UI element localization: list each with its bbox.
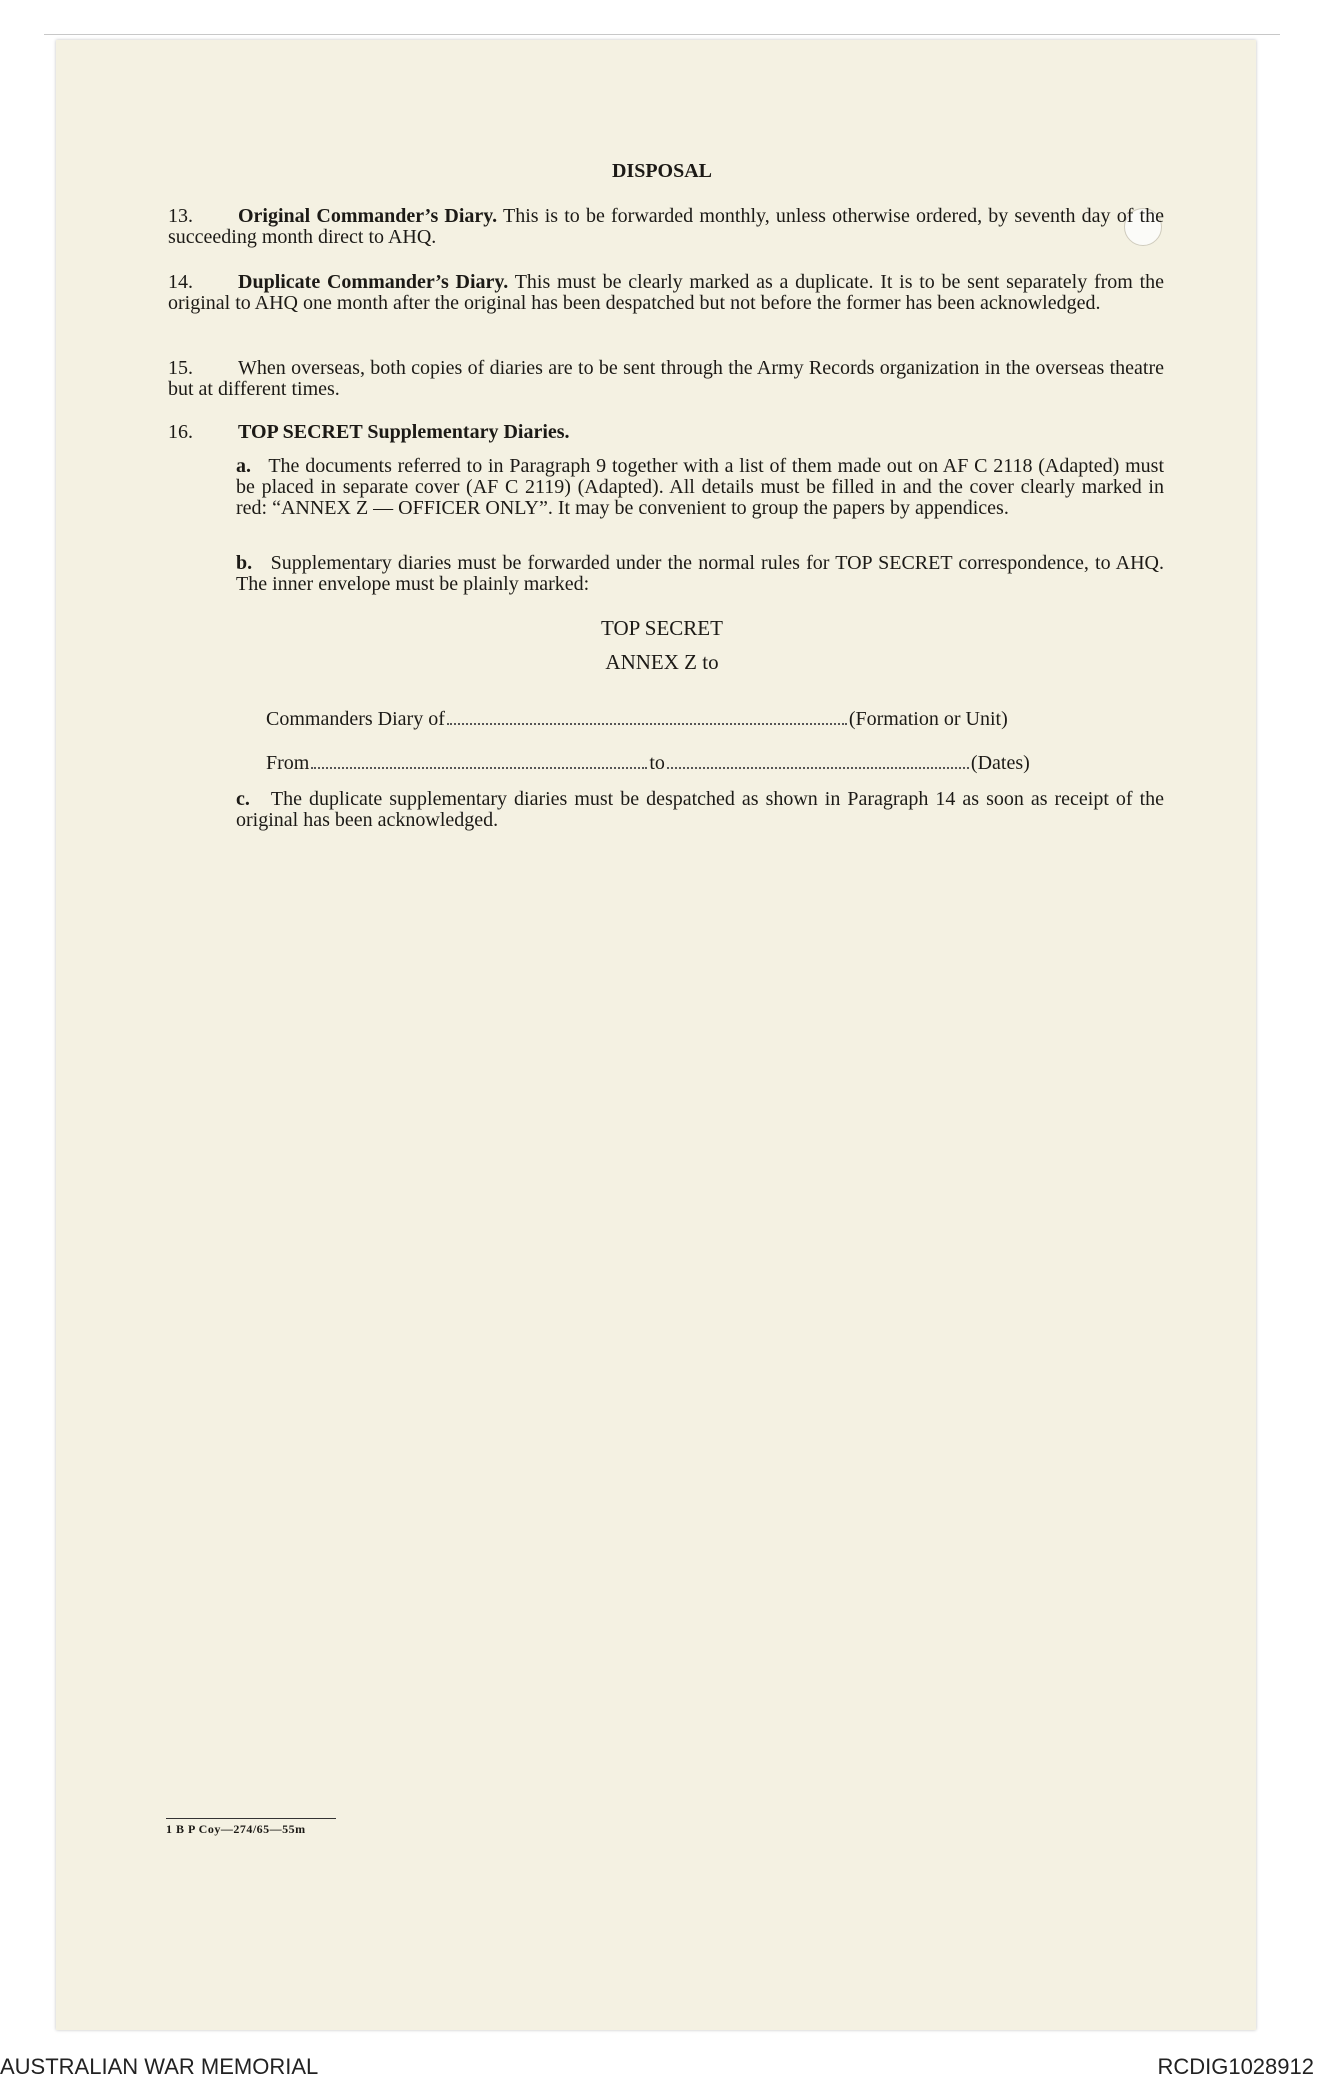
paragraph-number: 16. [168,421,193,443]
paragraph-title: TOP SECRET Supplementary Diaries. [238,421,570,443]
archive-name: AUSTRALIAN WAR MEMORIAL [0,2054,319,2079]
subparagraph-letter: c. [236,788,250,810]
paragraph-13 [168,206,1164,248]
subparagraph-text: The duplicate supplementary diaries must be despatched as shown in Paragraph 14 as soon as receipt of the original has been acknowledged. [236,788,1165,831]
paragraph-number: 15. [168,357,193,379]
paragraph-text: This is to be forwarded monthly, unless otherwise ordered, by seventh day of the succeeding month direct to AHQ. [168,205,1164,248]
paragraph-16-heading [168,422,1164,443]
subparagraph-text: Supplementary diaries must be forwarded under the normal rules for TOP SECRET correspondence, to AHQ. The inner envelope must be plainly marked: [236,552,1165,595]
paragraph-16a [236,456,1164,519]
fill-in-dots [311,763,647,769]
paragraph-16c [236,789,1164,831]
archive-reference: RCDIG1028912 [1157,2054,1314,2079]
paragraph-text: When overseas, both copies of diaries are to be sent through the Army Records organization in the overseas theatre but at different times. [168,357,1164,400]
subparagraph-letter: a. [236,455,251,477]
marking-annex-z: ANNEX Z to [605,650,719,674]
subparagraph-text: The documents referred to in Paragraph 9 together with a list of them made out on AF C 2118 (Adapted) must be placed in separate cover (AF C 2119) (Adapted). All details must be filled in and the cover clearly marked in red: “ANNEX Z — OFFICER ONLY”. It may be convenient to group the papers by appendices. [236,455,1164,519]
scan-edge-line [44,34,1280,35]
paragraph-title: Duplicate Commander’s Diary. [238,271,509,293]
document-page [56,40,1256,2030]
marking-top-secret: TOP SECRET [601,616,723,640]
imprint-rule [166,1818,336,1819]
dates-line [266,752,1030,775]
paragraph-16b [236,553,1164,595]
paragraph-14 [168,272,1164,314]
fill-in-dots [667,763,969,769]
paragraph-title: Original Commander’s Diary. [238,205,498,227]
dates-suffix: (Dates) [970,752,1030,774]
paragraph-15 [168,358,1164,400]
section-heading: DISPOSAL [611,160,713,182]
paragraph-number: 14. [168,271,193,293]
fill-in-dots [447,719,847,725]
paragraph-number: 13. [168,205,193,227]
subparagraph-letter: b. [236,552,253,574]
diary-label: Commanders Diary of [266,708,445,730]
diary-suffix: (Formation or Unit) [848,708,1008,730]
to-label: to [649,752,665,774]
printer-imprint: 1 B P Coy—274/65—55m [166,1822,306,1836]
diary-of-line [266,708,1008,731]
from-label: From [266,752,310,774]
paragraph-text: This must be clearly marked as a duplicate. It is to be sent separately from the original to AHQ one month after the original has been despatched but not before the former has been acknowledged. [168,271,1164,314]
